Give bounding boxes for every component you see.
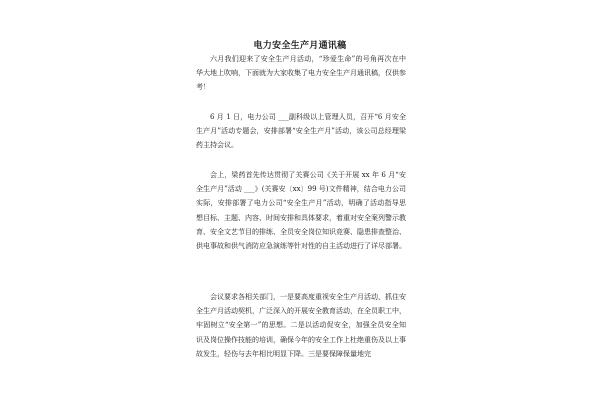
document-title: 电力安全生产月通讯稿 [253, 41, 347, 51]
paragraph-requirements: 会议要求各相关部门，一是要高度重视安全生产月活动，抓住安全生产月活动契机，广泛深入的开展安全教育活动，在全员职工中，牢固树立“安全第一”的思想。二是以活动促安全，加强全员安全知识及岗位操作技能的培训，确保今年的安全工作上杜绝重伤及以上事故发生，轻伤与去年相比明显下降。三是要保障保量地完 [196, 293, 406, 358]
paragraph-meeting: 6 月 1 日，电力公司 ___副科级以上管理人员，召开“6 月安全生产月”活动专题会，安排部署“安全生产月”活动，该公司总经理梁药主持会议。 [196, 113, 406, 150]
paragraph-intro: 六月我们迎来了安全生产月活动，“珍爱生命”的号角再次在中华大地上吹响，下面就为大家收集了电力安全生产月通讯稿，仅供参考！ [196, 55, 406, 92]
paragraph-deployment: 会上，梁药首先传达贯彻了关赛公司《关于开展 xx 年 6 月“安全生产月”活动 ___》(关赛安〔xx〕99 号)文件精神，结合电力公司实际，安排部署了电力公司“安全生产月”活动，明确了活动指导思想目标、主题、内容、时间安排和具体要求，着重对安全案列警示教育、安全文艺节目的排练、全员安全岗位知识竞赛、隐患排查整治、供电事故和供气消防应急演练等针对性的自主活动进行了详尽部署。 [196, 171, 406, 251]
